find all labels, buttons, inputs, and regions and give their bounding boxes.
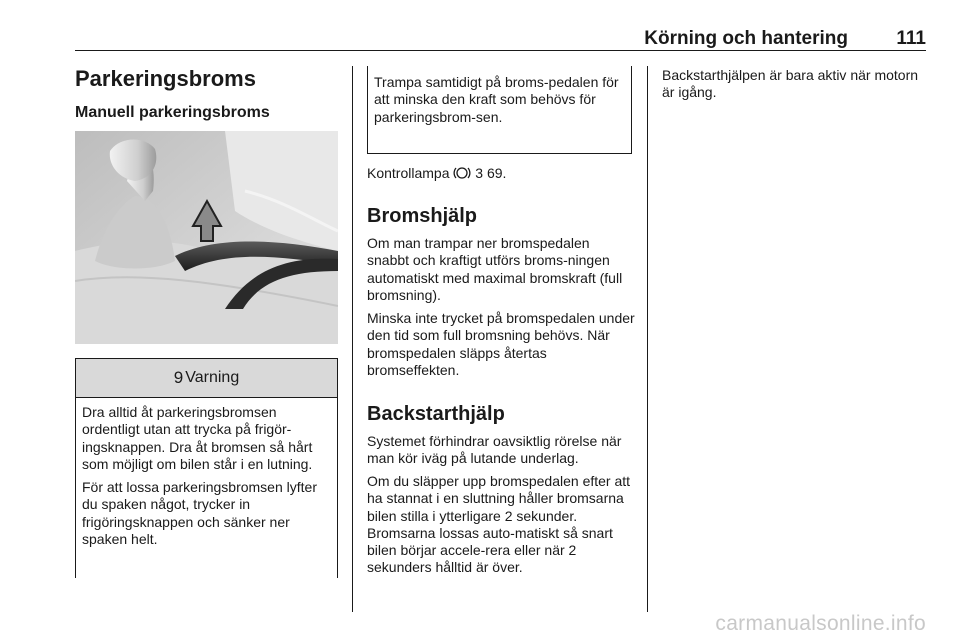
warning-paragraph: För att lossa parkeringsbromsen lyfter du spaken något, trycker in frigöringsknappen och sänker ner spaken helt. <box>82 479 317 548</box>
indicator-label: Kontrollampa <box>367 165 450 181</box>
warning-header <box>75 358 338 398</box>
section-heading: Parkeringsbroms <box>75 66 256 91</box>
page-ref-arrow-icon: 3 <box>475 165 484 181</box>
note-box <box>367 66 632 154</box>
warning-icon: 9 <box>173 368 184 387</box>
page-number: 111 <box>896 28 926 49</box>
body-paragraph: Om du släpper upp bromspedalen efter att ha stannat i en sluttning håller bromsarna bilen stilla i ytterligare 2 sekunder. Bromsarna lossas auto-matiskt så snart bilen börjar accele-rera eller när 2 sekunders hålltid är över. <box>367 473 631 576</box>
warning-paragraph: Dra alltid åt parkeringsbromsen ordentligt utan att trycka på frigör-ingsknappen. Dra åt bromsen så hårt som möjligt om bilen står i en lutning. <box>82 404 313 472</box>
subsection-heading: Manuell parkeringsbroms <box>75 104 270 121</box>
note-text: Trampa samtidigt på broms-pedalen för att minska den kraft som behövs för parkeringsbrom-sen. <box>374 74 619 125</box>
warning-title: Varning <box>185 369 240 386</box>
warning-box <box>75 358 338 578</box>
running-header <box>75 28 926 50</box>
body-paragraph: Systemet förhindrar oavsiktlig rörelse när man kör iväg på lutande underlag. <box>367 433 622 467</box>
watermark: carmanualsonline.info <box>715 612 926 635</box>
brake-assist-heading: Bromshjälp <box>367 205 478 227</box>
body-paragraph: Om man trampar ner bromspedalen snabbt och kraftigt utförs broms-ningen automatiskt med maximal bromskraft (full bromsning). <box>367 235 623 303</box>
hill-start-heading: Backstarthjälp <box>367 403 505 425</box>
chapter-title: Körning och hantering <box>644 28 848 49</box>
body-paragraph: Minska inte trycket på bromspedalen under den tid som full bromsning behövs. När bromspedalen släpps återtas bromseffekten. <box>367 310 635 378</box>
column-divider-right <box>647 66 648 612</box>
column-divider-left <box>352 66 353 612</box>
brake-indicator-icon <box>453 165 471 181</box>
body-paragraph: Backstarthjälpen är bara aktiv när motorn är igång. <box>662 67 919 101</box>
warning-body <box>75 398 338 578</box>
indicator-line <box>367 165 632 182</box>
indicator-page-ref[interactable]: 69. <box>486 165 507 181</box>
header-rule <box>75 50 926 51</box>
parking-brake-illustration <box>75 131 338 344</box>
